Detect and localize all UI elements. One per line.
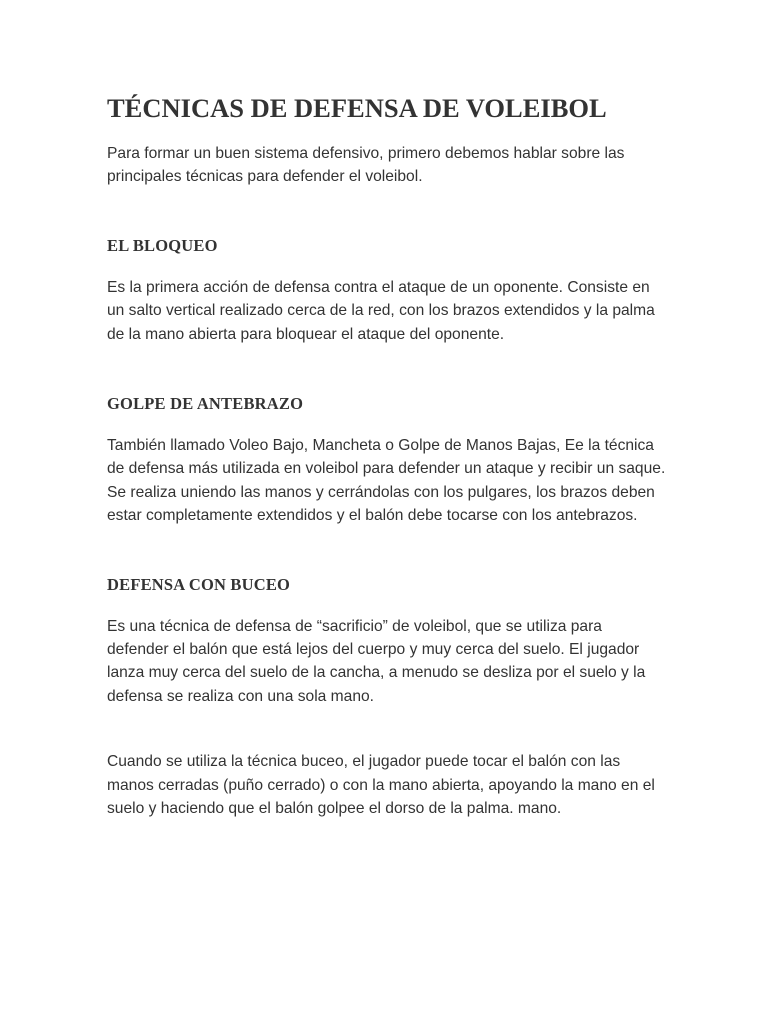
section-heading-bloqueo: EL BLOQUEO — [107, 235, 218, 255]
section-heading-buceo: DEFENSA CON BUCEO — [107, 574, 291, 594]
section-paragraph-buceo-1: Es una técnica de defensa de “sacrificio” de voleibol, que se utiliza para defender el balón que está lejos del cuerpo y muy cerca del suelo. El jugador lanza muy cerca del suelo de la cancha, a menudo se desliza por el suelo y la defensa se realiza con una sola mano. — [107, 617, 646, 705]
section-paragraph-buceo-2: Cuando se utiliza la técnica buceo, el jugador puede tocar el balón con las manos cerradas (puño cerrado) o con la mano abierta, apoyando la mano en el suelo y haciendo que el balón golpee el dorso de la palma. mano. — [107, 753, 655, 818]
intro-paragraph: Para formar un buen sistema defensivo, primero debemos hablar sobre las principales técnicas para defender el voleibol. — [107, 145, 625, 186]
document-title: TÉCNICAS DE DEFENSA DE VOLEIBOL — [107, 93, 607, 123]
document-page — [107, 88, 667, 821]
section-heading-antebrazo: GOLPE DE ANTEBRAZO — [107, 394, 304, 414]
section-paragraph-antebrazo: También llamado Voleo Bajo, Mancheta o Golpe de Manos Bajas, Ee la técnica de defensa más utilizada en voleibol para defender un ataque y recibir un saque. Se realiza uniendo las manos y cerrándolas con los pulgares, los brazos deben estar completamente extendidos y el balón debe tocarse con los antebrazos. — [107, 437, 666, 525]
section-paragraph-bloqueo: Es la primera acción de defensa contra el ataque de un oponente. Consiste en un salto vertical realizado cerca de la red, con los brazos extendidos y la palma de la mano abierta para bloquear el ataque del oponente. — [107, 278, 655, 343]
